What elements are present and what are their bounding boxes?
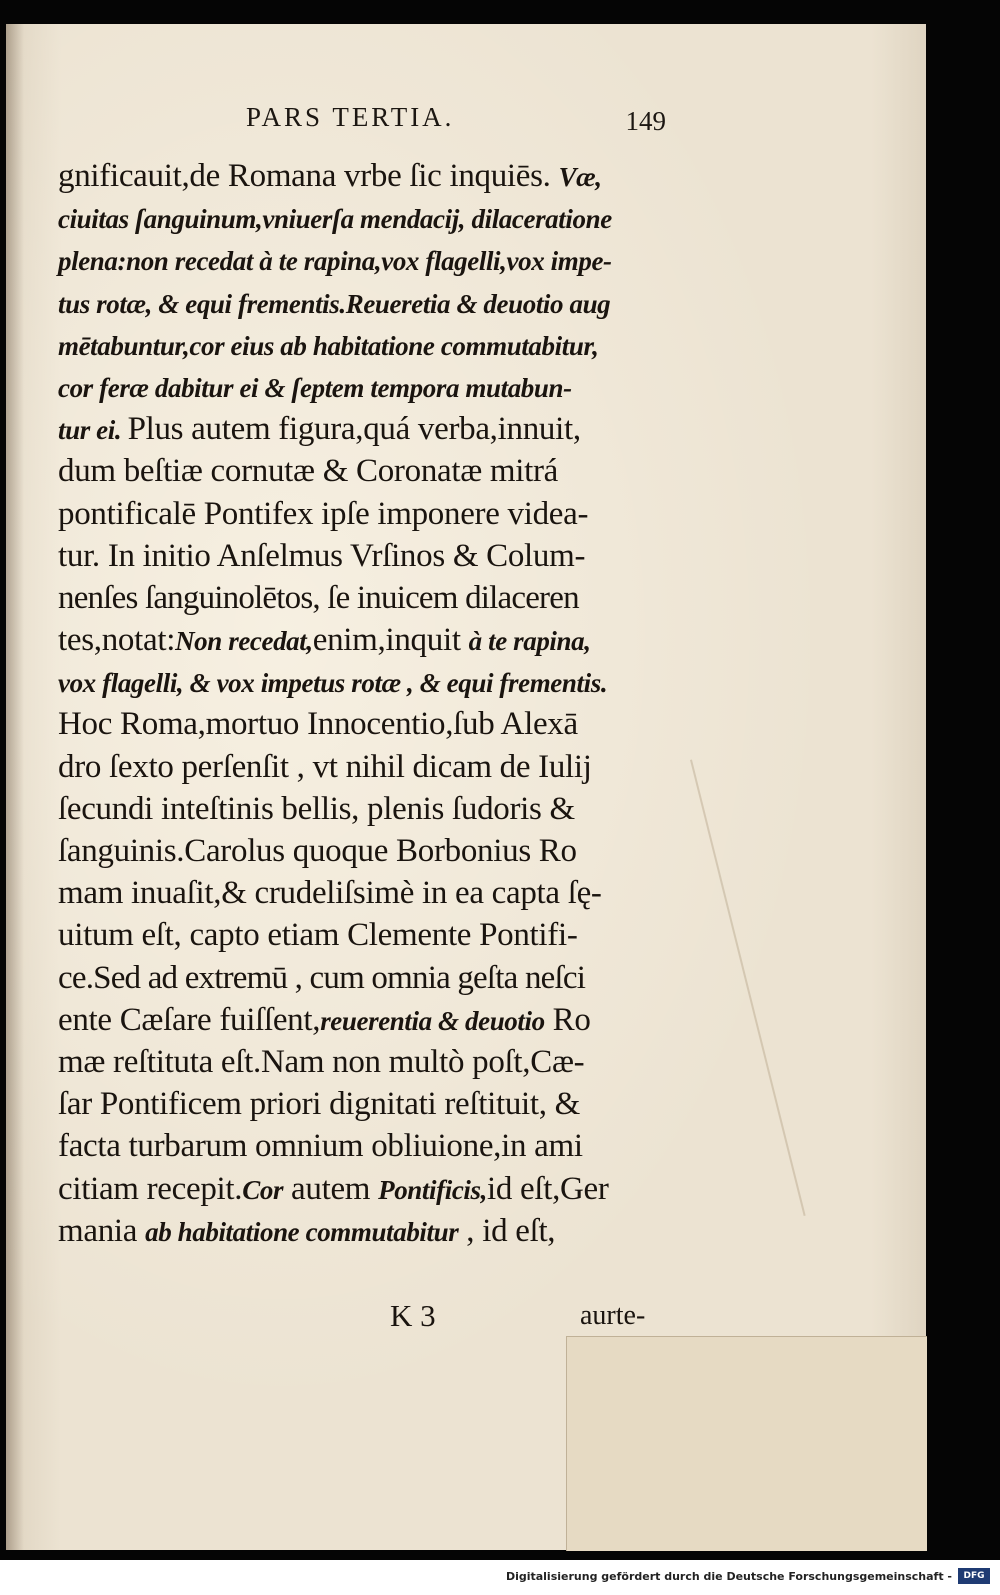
roman-segment: ce.Sed ad extremū , cum omnia geſta neſci [58,959,586,996]
roman-segment: tes,notat: [58,622,176,659]
page-gutter-shadow [6,24,24,1550]
text-line [58,788,704,830]
roman-segment: Plus autem figura,quá verba,innuit, [127,411,581,448]
roman-segment: Hoc Roma,mortuo Innocentio,ſub Alexā [58,706,578,743]
roman-segment: id eſt,Ger [486,1170,609,1207]
text-line [58,408,704,450]
italic-segment: Væ, [558,162,602,192]
text-line [58,661,704,703]
roman-segment: tur. In initio Anſelmus Vrſinos & Colum- [58,537,586,574]
roman-segment: Ro [544,1001,591,1038]
roman-segment: pontificalē Pontifex ipſe imponere videa- [58,495,589,532]
italic-segment: Cor [242,1174,284,1205]
roman-segment: nenſes ſanguinolētos, ſe inuicem dilaceren [58,579,579,616]
roman-segment: ſanguinis.Carolus quoque Borbonius Ro [58,833,577,869]
text-line [58,577,704,619]
paper-repair-patch [566,1336,927,1551]
italic-segment: Pontificis, [378,1174,487,1205]
running-head: PARS TERTIA. [246,102,455,132]
text-line [58,1041,704,1083]
roman-segment: ſar Pontificem priori dignitati reſtituit, & [58,1086,581,1123]
text-line [58,1125,704,1167]
text-line [58,324,704,366]
text-line [58,703,704,745]
text-line [58,914,704,956]
page-number: 149 [625,106,666,136]
roman-segment: mania [58,1212,146,1249]
italic-segment: tur ei. [58,415,128,446]
catchword: aurte- [580,1300,646,1331]
roman-segment: ſecundi inteſtinis bellis, plenis ſudoris & [58,790,575,827]
text-line [58,366,704,408]
roman-segment: citiam recepit. [58,1170,243,1207]
italic-segment: tus rotæ, & equi frementis.Reueretia & deuotio aug [58,288,611,319]
italic-segment: cor feræ dabitur ei & ſeptem tempora mutabun- [58,372,572,403]
text-line [58,1083,704,1125]
text-line [58,957,704,999]
body-text [58,155,704,1252]
italic-segment: à te rapina, [468,626,591,657]
roman-segment: mæ reſtituta eſt.Nam non multò poſt,Cæ- [58,1043,585,1080]
page-footer [390,1298,690,1342]
text-line [58,619,704,661]
text-line [58,535,704,577]
italic-segment: mētabuntur,cor eius ab habitatione commutabitur, [58,330,599,361]
roman-segment: mam inuaſit,& crudeliſsimè in ea capta ſę- [58,875,602,912]
text-line [58,239,704,281]
text-line [58,872,704,914]
text-line [58,450,704,492]
roman-segment: ente Cæſare fuiſſent, [58,1001,321,1038]
roman-segment: dro ſexto perſenſit , vt nihil dicam de Iulij [58,748,592,785]
italic-segment: plena:non recedat à te rapina,vox flagelli,vox impe- [58,246,612,277]
text-line [58,197,704,239]
italic-segment: ciuitas ſanguinum,vniuerſa mendacij, dilaceratione [58,204,612,235]
funding-credit: Digitalisierung gefördert durch die Deutsche Forschungsgemeinschaft - [505,1570,952,1583]
roman-segment: , id eſt, [458,1212,556,1249]
roman-segment: gnificauit,de Romana vrbe ſic inquiēs. [58,158,559,194]
italic-segment: vox flagelli, & vox impetus rotæ , & equi frementis. [58,668,608,699]
italic-segment: reuerentia & deuotio [320,1005,545,1036]
text-line [58,282,704,324]
text-line [58,155,704,197]
roman-segment: autem [283,1170,379,1207]
italic-segment: ab habitatione commutabitur [145,1216,459,1247]
text-line [58,1210,704,1252]
roman-segment: facta turbarum omnium obliuione,in ami [58,1128,583,1165]
roman-segment: uitum eſt, capto etiam Clemente Pontifi- [58,917,578,954]
italic-segment: Non recedat, [175,626,313,657]
page-header [246,102,666,142]
dfg-logo-icon: DFG [958,1568,990,1584]
text-line [58,746,704,788]
roman-segment: enim,inquit [312,622,469,659]
text-line [58,1168,704,1210]
text-line [58,999,704,1041]
text-line [58,830,704,872]
roman-segment: dum beſtiæ cornutæ & Coronatæ mitrá [58,453,559,490]
credit-bar [0,1560,1000,1595]
signature-mark: K 3 [390,1298,436,1333]
text-line [58,493,704,535]
